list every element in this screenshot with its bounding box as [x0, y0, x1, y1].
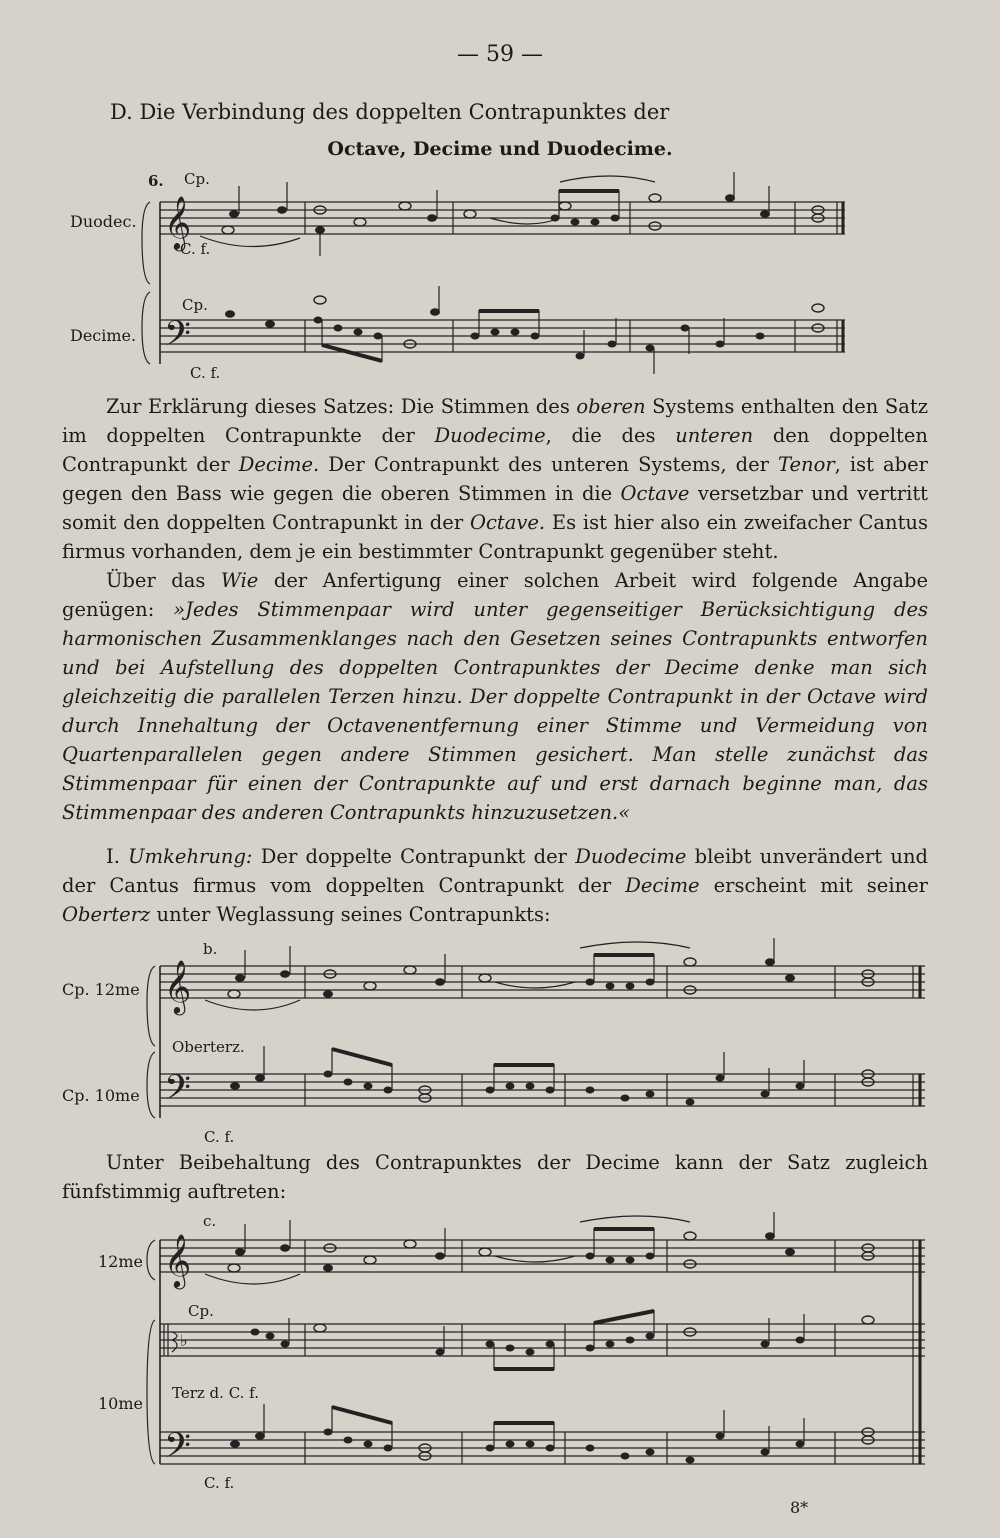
svg-text:𝄞: 𝄞: [164, 1233, 192, 1287]
text-run-italic: Decime.: [238, 453, 320, 476]
text-run-italic: Wie: [220, 569, 259, 592]
paragraph-text: Unter Beibehaltung des Contrapunktes der Decime kann der Satz zugleich fünfstimmig auftreten:: [62, 1151, 928, 1203]
example-number: 6.: [148, 172, 164, 190]
paragraph-explanation: [62, 392, 928, 566]
text-run-italic: Umkehrung:: [128, 845, 253, 868]
text-run: unter Weglassung seines Contrapunkts:: [150, 903, 551, 926]
text-run: Systems enthalten den Satz im doppelten Contrapunkte der: [62, 395, 928, 447]
paragraph-inversion: [62, 842, 928, 929]
text-run-italic: »Jedes Stimmenpaar wird unter gegenseitiger Berücksichtigung des harmonischen Zusammenklanges nach den Gesetzen seines Contrapunkts entworfen und bei Aufstellung des doppelten Contrapunktes der Decime denke man sich gleichzeitig die parallelen Terzen hinzu. Der doppelte Contrapunkt in der Octave wird durch Innehaltung der Octavenentfernung einer Stimme und Vermeidung von Quartenparallelen gegen andere Stimmen gesichert. Man stelle zunächst das Stimmenpaar für einen der Contrapunkte auf und erst darnach beginne man, das Stimmenpaar des anderen Contrapunkts hinzuzusetzen.«: [62, 598, 929, 824]
cf-label: C. f.: [204, 1474, 235, 1492]
text-run: Der doppelte Contrapunkt der: [252, 845, 576, 868]
staff-label-10me: 10me: [98, 1394, 143, 1413]
text-run: den doppelten Contrapunkt der: [62, 424, 928, 476]
staff-label-cp10: Cp. 10me: [62, 1086, 140, 1105]
cp-label-top: Cp.: [184, 170, 210, 188]
text-run: Zur Erklärung dieses Satzes: Die Stimmen des: [106, 395, 577, 418]
text-run-italic: Duodecime: [434, 424, 546, 447]
text-run-italic: Decime: [625, 874, 700, 897]
cf-label: C. f.: [204, 1128, 235, 1146]
staff-label-cp12: Cp. 12me: [62, 980, 140, 999]
page-number: — 59 —: [457, 42, 543, 67]
text-run: Über das: [106, 569, 221, 592]
section-subheading: Octave, Decime und Duodecime.: [327, 138, 673, 160]
text-run: Es ist hier also ein zweifacher Cantus firmus vorhanden, dem je ein bestimmter Contrapunkt gegenüber steht.: [62, 511, 928, 563]
signature-mark: 8*: [790, 1498, 809, 1517]
cf-label-bottom: C. f.: [190, 364, 221, 382]
paragraph-five-voice: [62, 1148, 928, 1206]
example-letter: c.: [203, 1212, 217, 1230]
svg-text:♭: ♭: [180, 1331, 188, 1350]
text-run-italic: oberen: [576, 395, 646, 418]
text-run-italic: Oberterz: [62, 903, 151, 926]
cf-label-top: C. f.: [180, 240, 211, 258]
text-run-italic: unteren: [675, 424, 754, 447]
cp-label: Cp.: [188, 1302, 214, 1320]
text-run: der Anfertigung einer solchen Arbeit wird folgende Angabe genügen:: [62, 569, 929, 621]
oberterz-label: Oberterz.: [172, 1038, 245, 1056]
music-notation: [0, 1212, 1000, 1498]
text-run: bleibt unverändert und der Cantus firmus vom doppelten Contrapunkt der: [62, 845, 928, 897]
text-run: Der Contrapunkt des unteren Systems, der: [319, 453, 779, 476]
svg-text:𝄢: 𝄢: [164, 1425, 192, 1474]
text-run: I.: [106, 845, 129, 868]
staff-label-decime: Decime.: [70, 326, 137, 345]
text-run-italic: Duodecime: [575, 845, 687, 868]
music-notation: [0, 168, 1000, 383]
music-example-2: [0, 938, 1000, 1148]
svg-text:𝄢: 𝄢: [164, 313, 192, 362]
music-example-3: [0, 1212, 1000, 1498]
music-notation: [0, 938, 1000, 1148]
music-example-1: [0, 168, 1000, 383]
svg-text:𝄞: 𝄞: [164, 959, 192, 1013]
terz-label: Terz d. C. f.: [172, 1384, 259, 1402]
text-run-italic: Octave: [620, 482, 690, 505]
svg-text:𝄞: 𝄞: [164, 195, 192, 249]
text-run: versetzbar und vertritt somit den doppelten Contrapunkt in der: [62, 482, 928, 534]
example-letter: b.: [203, 940, 218, 958]
paragraph-method: [62, 566, 928, 827]
staff-label-duodec: Duodec.: [70, 212, 137, 231]
svg-text:𝄢: 𝄢: [164, 1067, 192, 1116]
cp-label-bottom: Cp.: [182, 296, 208, 314]
text-run-italic: Octave.: [469, 511, 546, 534]
text-run: , die des: [545, 424, 676, 447]
text-run-italic: Tenor: [778, 453, 835, 476]
text-run: erscheint mit seiner: [699, 874, 929, 897]
staff-label-12me: 12me: [98, 1252, 143, 1271]
text-run: , ist aber gegen den Bass wie gegen die oberen Stimmen in die: [62, 453, 928, 505]
section-heading: D. Die Verbindung des doppelten Contrapunktes der: [110, 100, 670, 124]
